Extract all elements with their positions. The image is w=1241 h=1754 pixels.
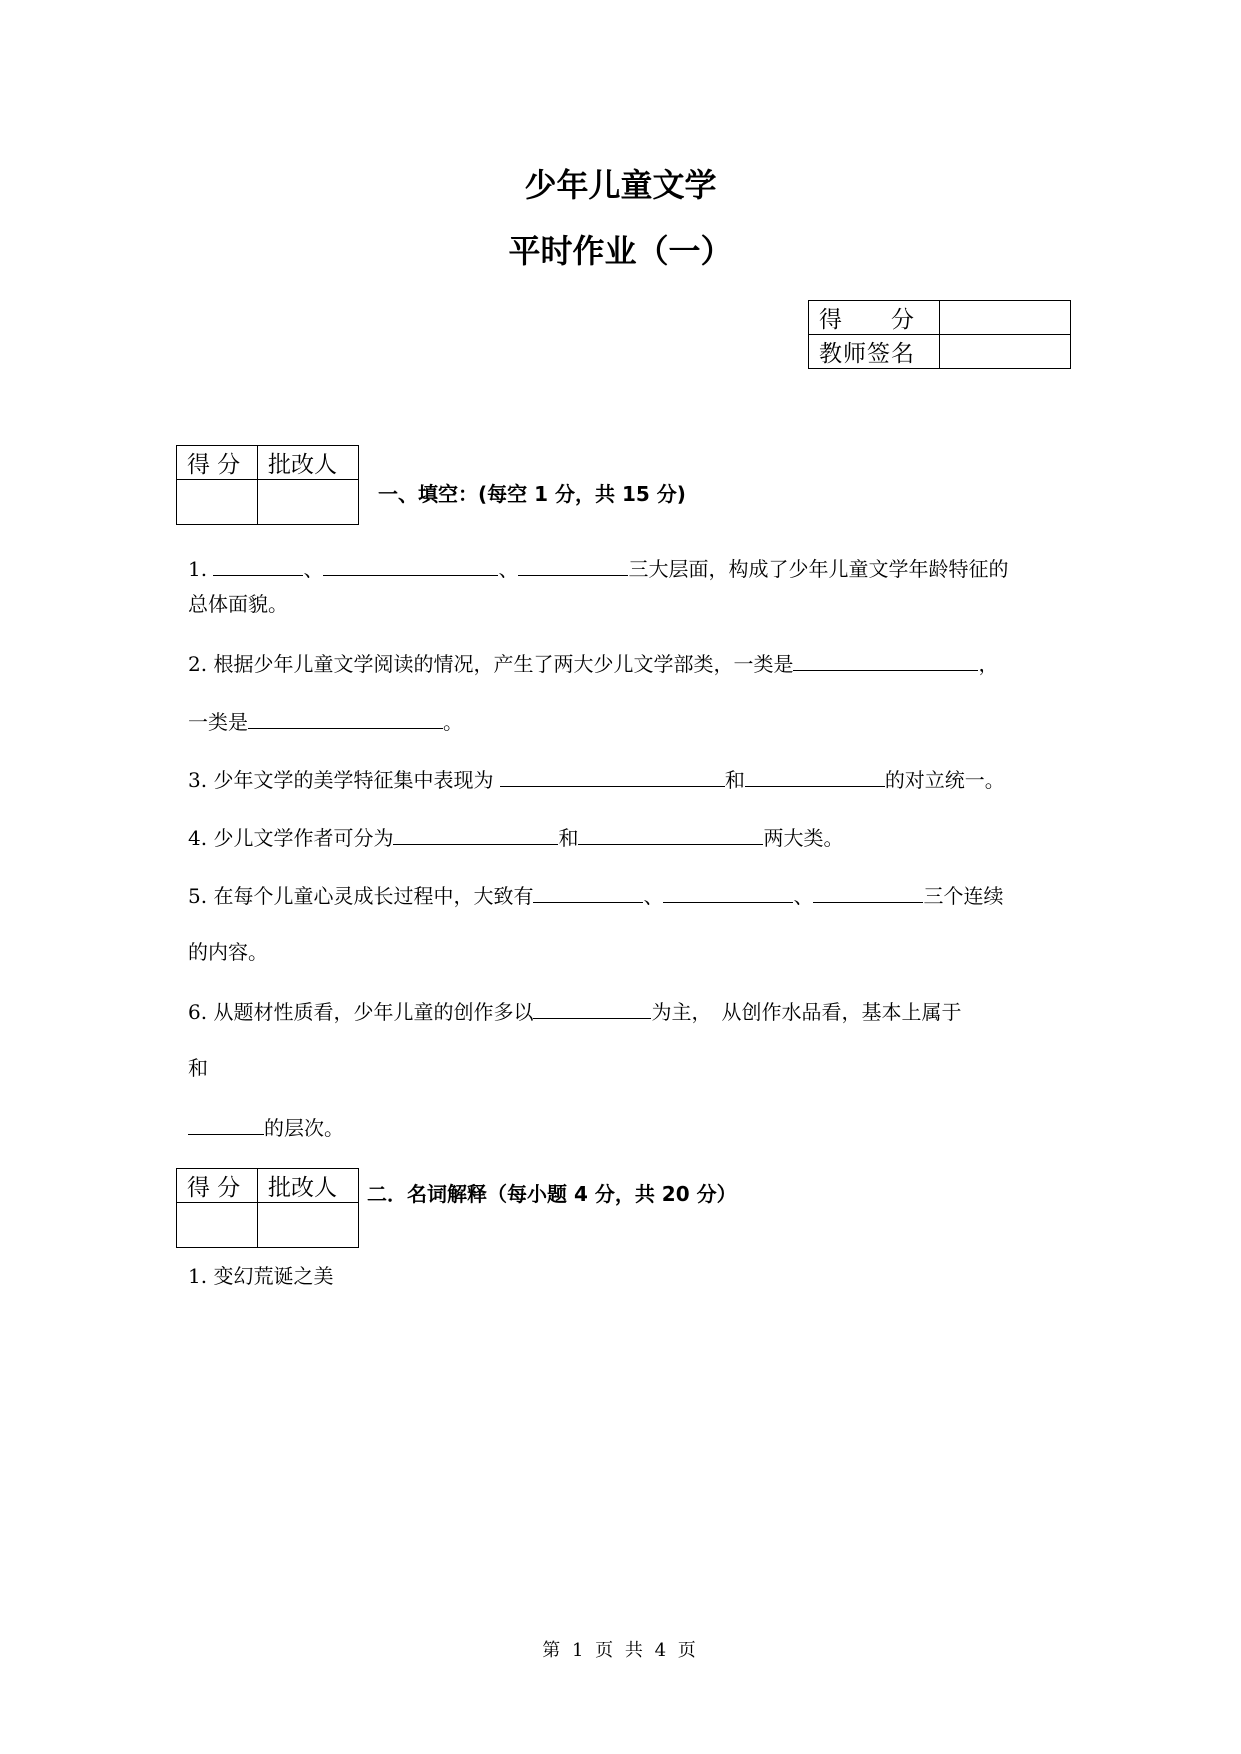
q2-blank-2: [248, 706, 443, 729]
q2-end-2: 。: [443, 710, 463, 734]
q5-sep-1: 、: [643, 884, 664, 908]
score-value-cell: [940, 301, 1071, 335]
grading-grader-label: 批改人: [258, 446, 359, 480]
q6-end: 的层次。: [264, 1116, 344, 1140]
question-4: [188, 822, 843, 852]
grading-grader-cell: [258, 480, 359, 525]
teacher-signature-label: 教师签名: [809, 335, 940, 369]
question-6-line3: [188, 1112, 344, 1142]
q6-blank-2: [188, 1112, 264, 1135]
question-6-line1: [188, 996, 961, 1026]
q3-text-1: 3. 少年文学的美学特征集中表现为: [188, 768, 494, 792]
q5-blank-3: [813, 880, 923, 903]
q1-blank-2: [323, 553, 498, 576]
section2-heading: 二．名词解释（每小题 4 分，共 20 分）: [367, 1182, 737, 1206]
q2-blank-1: [793, 648, 978, 671]
question-2-line1: [188, 648, 998, 678]
q1-sep-1: 、: [303, 557, 324, 581]
question-5-line2: 的内容。: [188, 940, 268, 964]
q6-mid: 为主， 从创作水品看，基本上属于: [651, 1000, 962, 1024]
score-label: 得 分: [809, 301, 940, 335]
page-footer: 第 1 页 共 4 页: [542, 1640, 699, 1661]
q3-blank-2: [745, 764, 885, 787]
q4-blank-1: [393, 822, 558, 845]
grading-score-label: 得 分: [177, 446, 258, 480]
q3-mid: 和: [724, 768, 745, 792]
assignment-title: 平时作业（一）: [508, 232, 733, 270]
q5-blank-1: [533, 880, 643, 903]
question-1-line2: 总体面貌。: [188, 592, 288, 616]
grading-score-cell: [177, 1203, 258, 1248]
q5-text-1: 5. 在每个儿童心灵成长过程中，大致有: [188, 884, 534, 908]
grading-score-cell: [177, 480, 258, 525]
q5-end: 三个连续: [923, 884, 1004, 908]
section1-heading: 一、填空：(每空 1 分，共 15 分): [378, 482, 686, 506]
section1-grading-box: [176, 445, 359, 525]
section2-question-1: 1. 变幻荒诞之美: [188, 1264, 334, 1288]
q5-blank-2: [663, 880, 793, 903]
q4-mid: 和: [558, 826, 579, 850]
q4-blank-2: [578, 822, 763, 845]
q6-blank-1: [533, 996, 651, 1019]
q2-end-1: ，: [978, 652, 999, 676]
q1-blank-1: [213, 553, 303, 576]
q4-text-1: 4. 少儿文学作者可分为: [188, 826, 394, 850]
section2-grading-box: [176, 1168, 359, 1248]
question-3: [188, 764, 1005, 794]
question-5-line1: [188, 880, 1003, 910]
q1-sep-2: 、: [498, 557, 519, 581]
q2-text-2: 一类是: [188, 710, 248, 734]
q4-end: 两大类。: [763, 826, 844, 850]
question-6-line2: 和: [188, 1056, 208, 1080]
teacher-signature-cell: [940, 335, 1071, 369]
grading-score-label: 得 分: [177, 1169, 258, 1203]
grading-grader-cell: [258, 1203, 359, 1248]
score-signature-box: [808, 300, 1071, 369]
q3-end: 的对立统一。: [884, 768, 1005, 792]
q1-blank-3: [518, 553, 628, 576]
q6-text-1: 6. 从题材性质看，少年儿童的创作多以: [188, 1000, 534, 1024]
course-title: 少年儿童文学: [524, 166, 717, 204]
question-2-line2: [188, 706, 463, 736]
q5-sep-2: 、: [793, 884, 814, 908]
q2-text-1: 2. 根据少年儿童文学阅读的情况，产生了两大少儿文学部类，一类是: [188, 652, 794, 676]
q3-blank-1: [500, 764, 725, 787]
q1-text-1: 三大层面，构成了少年儿童文学年龄特征的: [628, 557, 1009, 581]
grading-grader-label: 批改人: [258, 1169, 359, 1203]
q1-prefix: 1.: [188, 557, 208, 581]
question-1-line1: [188, 553, 1008, 583]
